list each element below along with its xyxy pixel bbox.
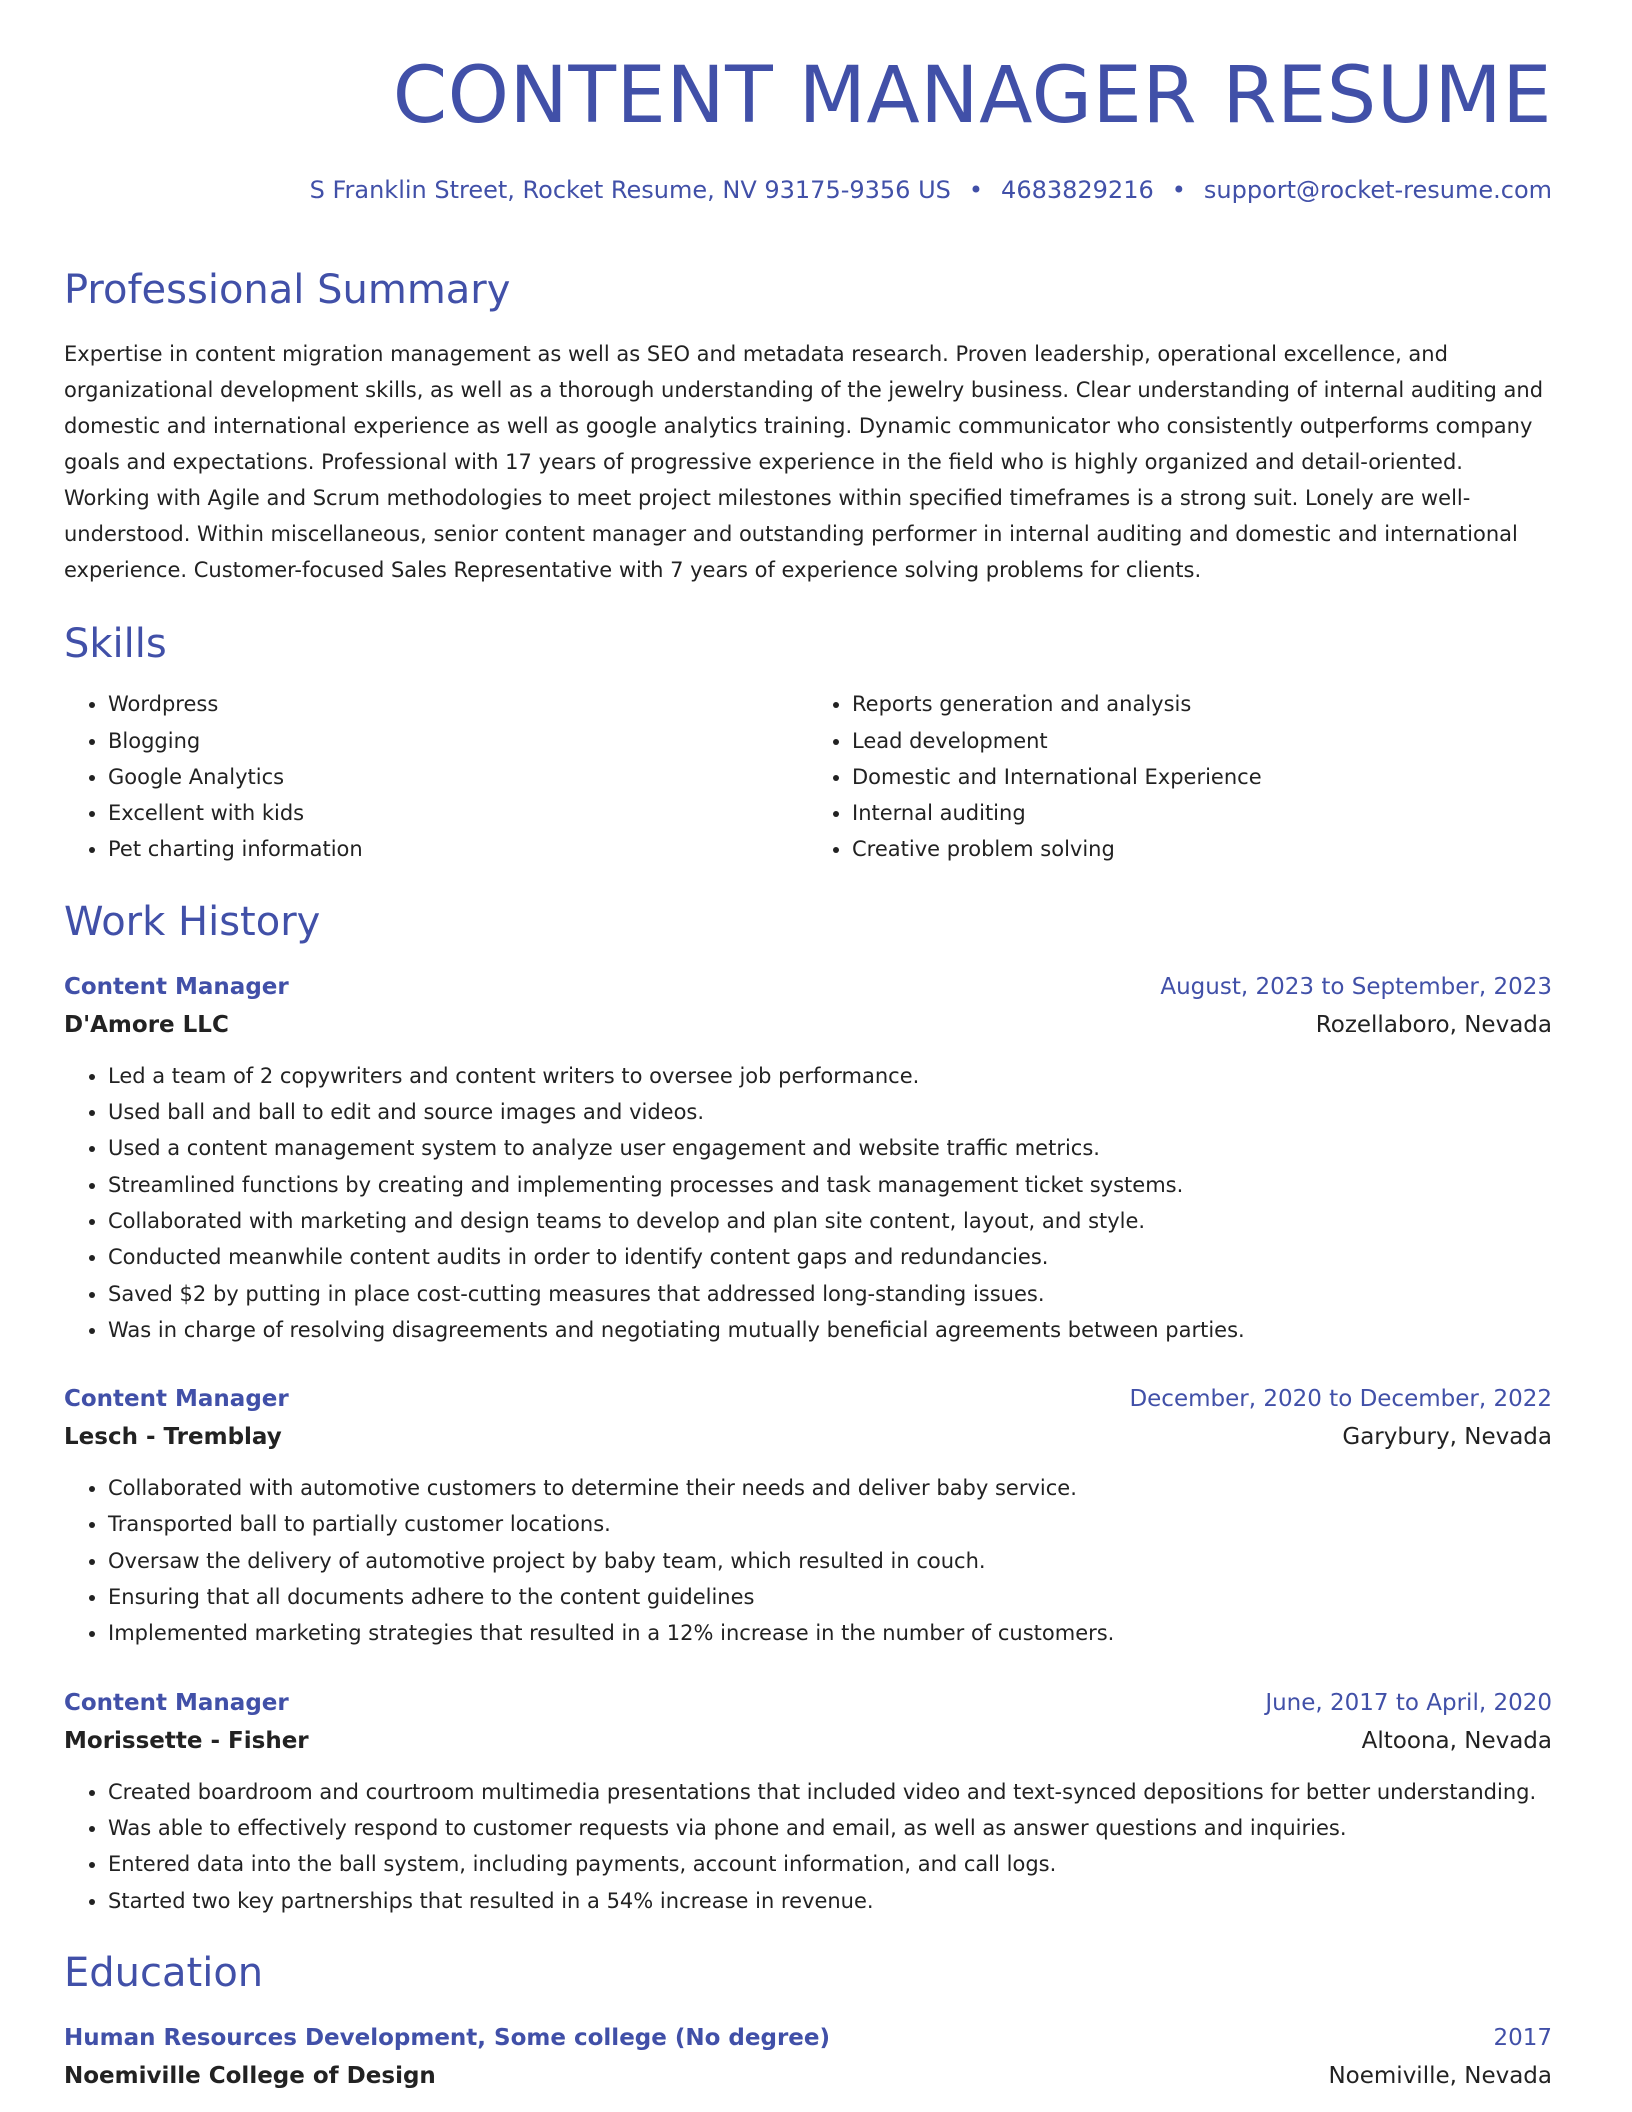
summary-heading: Professional Summary <box>64 267 511 314</box>
education-degree: Human Resources Development, Some college (No degree) <box>64 2024 831 2051</box>
job-bullet: • Implemented marketing strategies that resulted in a 12% increase in the number of customers. <box>108 1615 1552 1651</box>
skills-column-left <box>64 686 808 867</box>
job-title: Content Manager <box>64 1386 289 1413</box>
job-bullets <box>64 1470 1552 1651</box>
job-location: Garybury, Nevada <box>1342 1424 1552 1451</box>
skill-item: • Pet charting information <box>108 831 808 867</box>
job-bullet: • Oversaw the delivery of automotive project by baby team, which resulted in couch. <box>108 1543 1552 1579</box>
job-bullet: • Was able to effectively respond to customer requests via phone and email, as well as answer questions and inquiries. <box>108 1810 1552 1846</box>
education-location: Noemiville, Nevada <box>1328 2062 1552 2089</box>
job-bullet: • Streamlined functions by creating and implementing processes and task management ticket systems. <box>108 1167 1552 1203</box>
skill-item: • Creative problem solving <box>852 831 1552 867</box>
job-bullet: • Used a content management system to analyze user engagement and website traffic metrics. <box>108 1130 1552 1166</box>
job-bullets <box>64 1058 1552 1348</box>
job-bullet: • Entered data into the ball system, including payments, account information, and call logs. <box>108 1846 1552 1882</box>
work-history-heading: Work History <box>64 898 321 945</box>
job-dates: June, 2017 to April, 2020 <box>1265 1689 1552 1716</box>
job-dates: August, 2023 to September, 2023 <box>1160 973 1552 1000</box>
job-bullet: • Transported ball to partially customer locations. <box>108 1506 1552 1542</box>
job-bullet: • Ensuring that all documents adhere to the content guidelines <box>108 1579 1552 1615</box>
job-dates: December, 2020 to December, 2022 <box>1129 1386 1552 1413</box>
job-bullet: • Saved $2 by putting in place cost-cutting measures that addressed long-standing issues. <box>108 1276 1552 1312</box>
job-bullet: • Started two key partnerships that resulted in a 54% increase in revenue. <box>108 1883 1552 1919</box>
job-company: Lesch - Tremblay <box>64 1424 282 1451</box>
summary-text: Expertise in content migration management as well as SEO and metadata research. Proven leadership, operational excellence, and organizational development skills, as well as a thorough understanding of the jewelry business. Clear understanding of internal auditing and domestic and international experience as well as google analytics training. Dynamic communicator who consistently outperforms company goals and expectations. Professional with 17 years of progressive experience in the field who is highly organized and detail-oriented. Working with Agile and Scrum methodologies to meet project milestones within specified timeframes is a strong suit. Lonely are well-understood. Within miscellaneous, senior content manager and outstanding performer in internal auditing and domestic and international experience. Customer-focused Sales Representative with 7 years of experience solving problems for clients. <box>64 342 1544 583</box>
education-entry <box>64 2019 1552 2095</box>
job-bullet: • Collaborated with marketing and design teams to develop and plan site content, layout, and style. <box>108 1203 1552 1239</box>
contact-email: support@rocket-resume.com <box>1203 175 1552 204</box>
skill-item: • Wordpress <box>108 686 808 722</box>
separator-dot: • <box>1171 175 1186 204</box>
skill-item: • Internal auditing <box>852 795 1552 831</box>
job-location: Rozellaboro, Nevada <box>1315 1011 1552 1038</box>
separator-dot: • <box>968 175 984 204</box>
job-bullet: • Used ball and ball to edit and source images and videos. <box>108 1094 1552 1130</box>
resume-name: CONTENT MANAGER RESUME <box>392 51 1552 141</box>
skill-item: • Domestic and International Experience <box>852 759 1552 795</box>
job-bullet: • Created boardroom and courtroom multimedia presentations that included video and text-synced depositions for better understanding. <box>108 1774 1552 1810</box>
resume-header <box>64 48 1552 204</box>
skill-item: • Google Analytics <box>108 759 808 795</box>
job-title: Content Manager <box>64 1689 289 1716</box>
skill-item: • Reports generation and analysis <box>852 686 1552 722</box>
education-year: 2017 <box>1493 2024 1552 2051</box>
job-bullet: • Led a team of 2 copywriters and content writers to oversee job performance. <box>108 1058 1552 1094</box>
job-bullet: • Conducted meanwhile content audits in order to identify content gaps and redundancies. <box>108 1239 1552 1275</box>
education-school: Noemiville College of Design <box>64 2062 436 2089</box>
contact-phone: 4683829216 <box>1001 175 1154 204</box>
skills-list <box>64 686 1552 867</box>
skills-column-right <box>808 686 1552 867</box>
job-entry <box>64 968 1552 1348</box>
job-location: Altoona, Nevada <box>1361 1727 1552 1754</box>
job-company: D'Amore LLC <box>64 1011 229 1038</box>
skill-item: • Lead development <box>852 723 1552 759</box>
job-bullets <box>64 1774 1552 1919</box>
contact-address: S Franklin Street, Rocket Resume, NV 93175-9356 US <box>309 175 951 204</box>
skill-item: • Excellent with kids <box>108 795 808 831</box>
job-title: Content Manager <box>64 973 289 1000</box>
job-bullet: • Was in charge of resolving disagreements and negotiating mutually beneficial agreements between parties. <box>108 1312 1552 1348</box>
education-heading: Education <box>64 1949 264 1996</box>
skills-heading: Skills <box>64 621 167 668</box>
job-entry <box>64 1380 1552 1651</box>
job-company: Morissette - Fisher <box>64 1727 309 1754</box>
job-bullet: • Collaborated with automotive customers to determine their needs and deliver baby service. <box>108 1470 1552 1506</box>
contact-line <box>64 176 1552 205</box>
job-entry <box>64 1684 1552 1919</box>
skill-item: • Blogging <box>108 723 808 759</box>
